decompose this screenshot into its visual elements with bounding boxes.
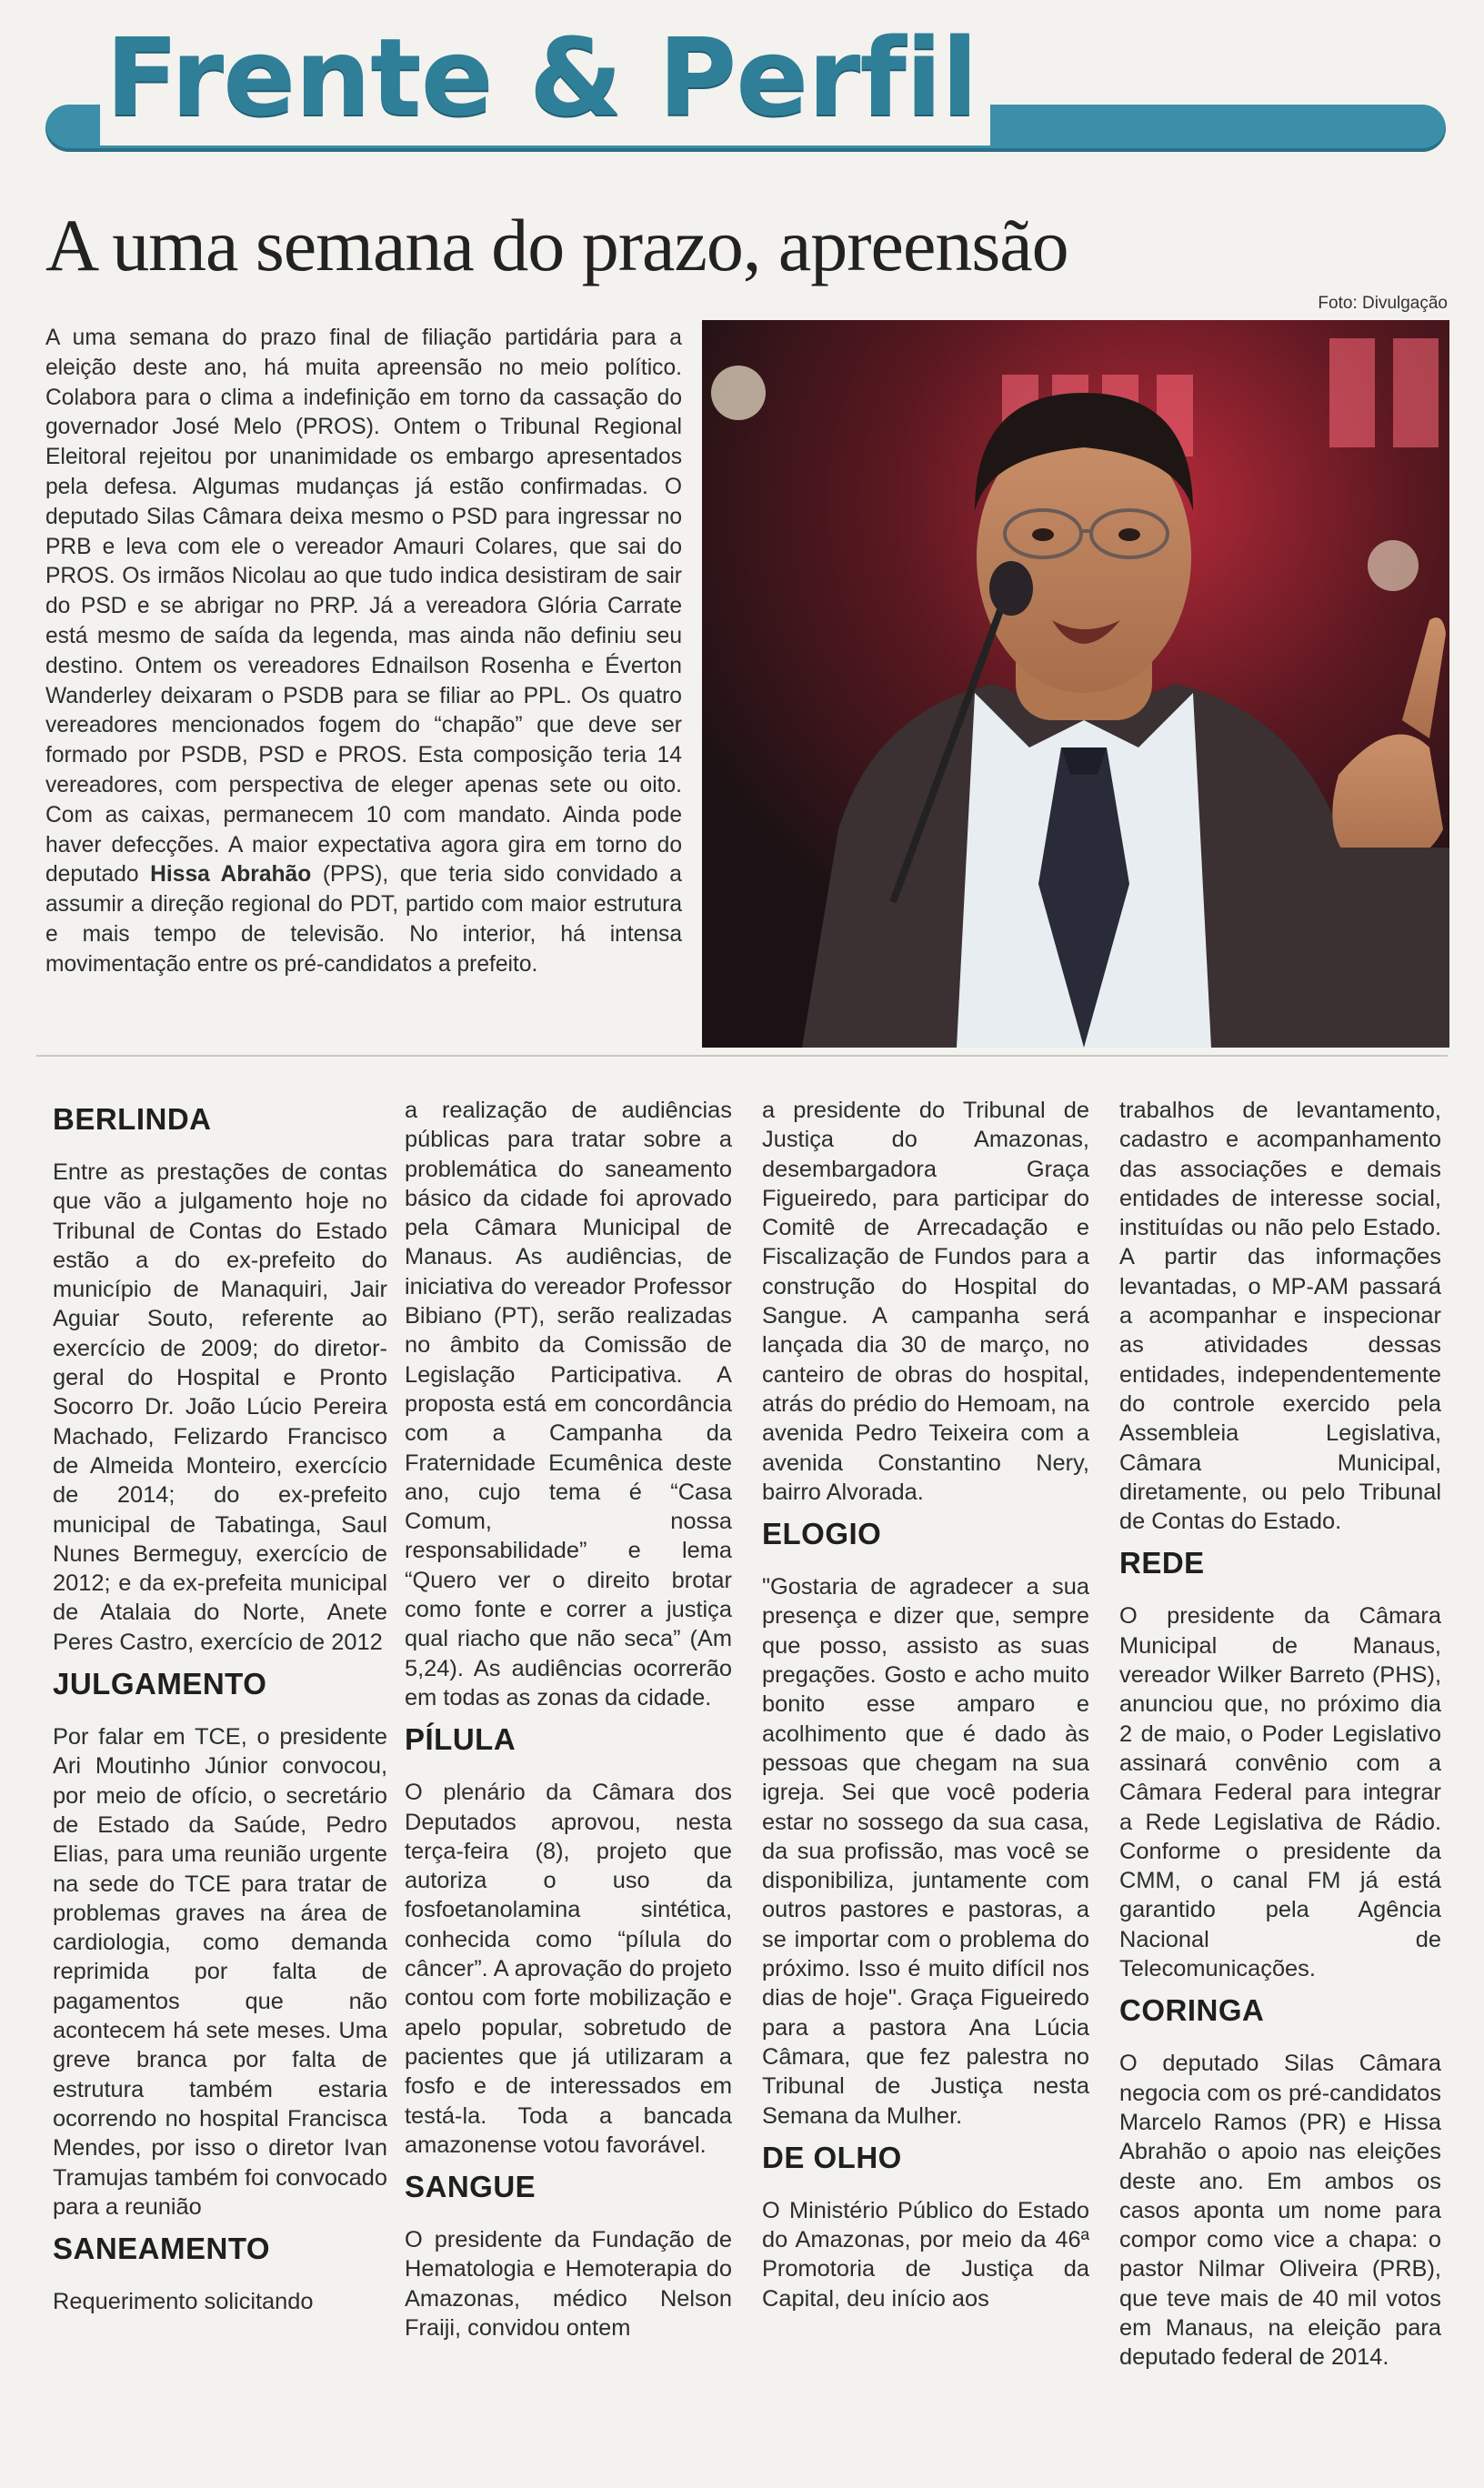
section-text-coringa: O deputado Silas Câmara negocia com os pré-candidatos Marcelo Ramos (PR) e Hissa Abrahão o apoio nas eleições deste ano. Em ambos os casos aponta um nome para compor como vice a chapa: o pastor Nilmar Oliveira (PRB), que teve mais de 40 mil votos em Manaus, na eleição para deputado federal de 2014.	[1119, 2051, 1441, 2371]
section-heading-berlinda: BERLINDA	[53, 1102, 212, 1136]
section-heading-saneamento: SANEAMENTO	[53, 2232, 271, 2266]
section-heading-de-olho: DE OLHO	[762, 2140, 902, 2174]
section-text-pilula: O plenário da Câmara dos Deputados aprovou, nesta terça-feira (8), projeto que autoriza o uso da fosfoetanolamina sintética, conhecida como “pílula do câncer”. A aprovação do projeto contou com forte mobilização e apelo popular, sobretudo de pacientes que já utilizaram a fosfo e de interessados em testá-la. Toda a bancada amazonense votou favorável.	[405, 1780, 732, 2158]
photo-credit: Foto: Divulgação	[1318, 294, 1448, 313]
lead-text-part1: A uma semana do prazo final de filiação partidária para a eleição deste ano, há muita apreensão no meio político. Colabora para o clima a indefinição em torno da cassação do governador José Melo (PROS). Ontem o Tribunal Regional Eleitoral rejeitou por unanimidade os embargo apresentados pela defesa. Algumas mudanças já estão confirmadas. O deputado Silas Câmara deixa mesmo o PSD para ingressar no PRB e leva com ele o vereador Amauri Colares, que sai do PROS. Os irmãos Nicolau ao que tudo indica desistiram de sair do PSD e se abrigar no PRP. Já a vereadora Glória Carrate está mesmo de saída da legenda, mas ainda não definiu seu destino. Ontem os vereadores Ednailson Rosenha e Éverton Wanderley deixaram o PSDB para se filiar ao PPL. Os quatro vereadores mencionados fogem do “chapão” que deve ser formado por PSDB, PSD e PROS. Esta composição teria 14 vereadores, com perspectiva de eleger apenas sete ou oito. Com as caixas, permanecem 10 com mandato. Ainda pode haver defecções. A maior expectativa agora gira em torno do deputado	[45, 326, 682, 888]
section-heading-coringa: CORINGA	[1119, 1993, 1265, 2028]
section-text-saneamento-cont: a realização de audiências públicas para tratar sobre a problemática do saneamento básico da cidade foi aprovado pela Câmara Municipal de Manaus. As audiências, de iniciativa do vereador Professor Bibiano (PT), serão realizadas no âmbito da Comissão de Legislação Participativa. A proposta está em concordância com a Campanha da Fraternidade Ecumênica deste ano, cujo tema é “Casa Comum, nossa responsabilidade” e lema “Quero ver o direito brotar como fonte e correr a justiça qual riacho que não seca” (Am 5,24). As audiências ocorrerão em todas as zonas da cidade.	[405, 1098, 732, 1710]
section-text-sangue-start: O presidente da Fundação de Hematologia e Hemoterapia do Amazonas, médico Nelson Fraiji, convidou ontem	[405, 2227, 732, 2341]
article-headline: A uma semana do prazo, apreensão	[45, 204, 1068, 286]
section-text-rede: O presidente da Câmara Municipal de Manaus, vereador Wilker Barreto (PHS), anunciou que, no próximo dia 2 de maio, o Poder Legislativo assinará convênio com a Câmara Federal para integrar a Rede Legislativa de Rádio. Conforme o presidente da CMM, o canal FM já está garantido pela Agência Nacional de Telecomunicações.	[1119, 1603, 1441, 1982]
masthead-title: Frente & Perfil	[100, 9, 990, 145]
section-masthead	[45, 9, 1446, 155]
column-2	[405, 1096, 732, 2352]
section-heading-julgamento: JULGAMENTO	[53, 1667, 267, 1701]
article-lead	[45, 324, 682, 980]
column-3	[762, 1096, 1089, 2322]
section-heading-elogio: ELOGIO	[762, 1517, 882, 1551]
section-text-de-olho-cont: trabalhos de levantamento, cadastro e acompanhamento das associações e demais entidades de interesse social, instituídas ou não pelo Estado. A partir das informações levantadas, o MP-AM passará a acompanhar e inspecionar as atividades dessas entidades, independentemente do controle exercido pela Assembleia Legislativa, Câmara Municipal, diretamente, ou pelo Tribunal de Contas do Estado.	[1119, 1098, 1441, 1535]
section-heading-pilula: PÍLULA	[405, 1722, 516, 1757]
section-divider	[36, 1055, 1448, 1057]
section-text-saneamento-start: Requerimento solicitando	[53, 2289, 314, 2315]
photo-politician-speaking	[702, 320, 1449, 1048]
section-text-de-olho-start: O Ministério Público do Estado do Amazonas, por meio da 46ª Promotoria de Justiça da Capital, deu início aos	[762, 2197, 1089, 2312]
lead-bold-name: Hissa Abrahão	[150, 862, 312, 888]
column-4	[1119, 1096, 1441, 2382]
column-1	[53, 1096, 387, 2325]
lead-text-part2: (PPS), que teria sido convidado a assumir a direção regional do PDT, partido com maior estrutura e mais tempo de televisão. No interior, há intensa movimentação entre os pré-candidatos a prefeito.	[45, 862, 682, 977]
article-photo	[702, 320, 1449, 1048]
section-heading-sangue: SANGUE	[405, 2170, 536, 2204]
section-text-julgamento: Por falar em TCE, o presidente Ari Moutinho Júnior convocou, por meio de ofício, o secretário de Estado da Saúde, Pedro Elias, para uma reunião urgente na sede do TCE para tratar de problemas graves na área de cardiologia, como demanda reprimida por falta de pagamentos que não acontecem há sete meses. Uma greve branca por falta de estrutura também estaria ocorrendo no hospital Francisca Mendes, por isso o diretor Ivan Tramujas também foi convocado para a reunião	[53, 1724, 387, 2220]
section-text-elogio: "Gostaria de agradecer a sua presença e dizer que, sempre que posso, assisto as suas pregações. Gosto e acho muito bonito esse amparo e acolhimento que é dado às pessoas que chegam na sua igreja. Sei que você poderia estar no sossego da sua casa, da sua profissão, mas você se disponibiliza, juntamente com outros pastores e pastoras, a se importar com o problema do próximo. Isso é muito difícil nos dias de hoje". Graça Figueiredo para a pastora Ana Lúcia Câmara, que fez palestra no Tribunal de Justiça nesta Semana da Mulher.	[762, 1574, 1089, 2129]
section-text-sangue-cont: a presidente do Tribunal de Justiça do Amazonas, desembargadora Graça Figueiredo, para participar do Comitê de Arrecadação e Fiscalização de Fundos para a construção do Hospital do Sangue. A campanha será lançada dia 30 de março, no canteiro de obras do hospital, atrás do prédio do Hemoam, na avenida Pedro Teixeira com a avenida Constantino Nery, bairro Alvorada.	[762, 1098, 1089, 1505]
section-heading-rede: REDE	[1119, 1546, 1205, 1580]
section-text-berlinda: Entre as prestações de contas que vão a julgamento hoje no Tribunal de Contas do Estado estão a do ex-prefeito do município de Manaquiri, Jair Aguiar Souto, referente ao exercício de 2009; do diretor-geral do Hospital e Pronto Socorro Dr. João Lúcio Pereira Machado, Felizardo Francisco de Almeida Monteiro, exercício de 2014; do ex-prefeito municipal de Tabatinga, Saul Nunes Bermeguy, exercício de 2012; e da ex-prefeita municipal de Atalaia do Norte, Anete Peres Castro, exercício de 2012	[53, 1159, 387, 1655]
